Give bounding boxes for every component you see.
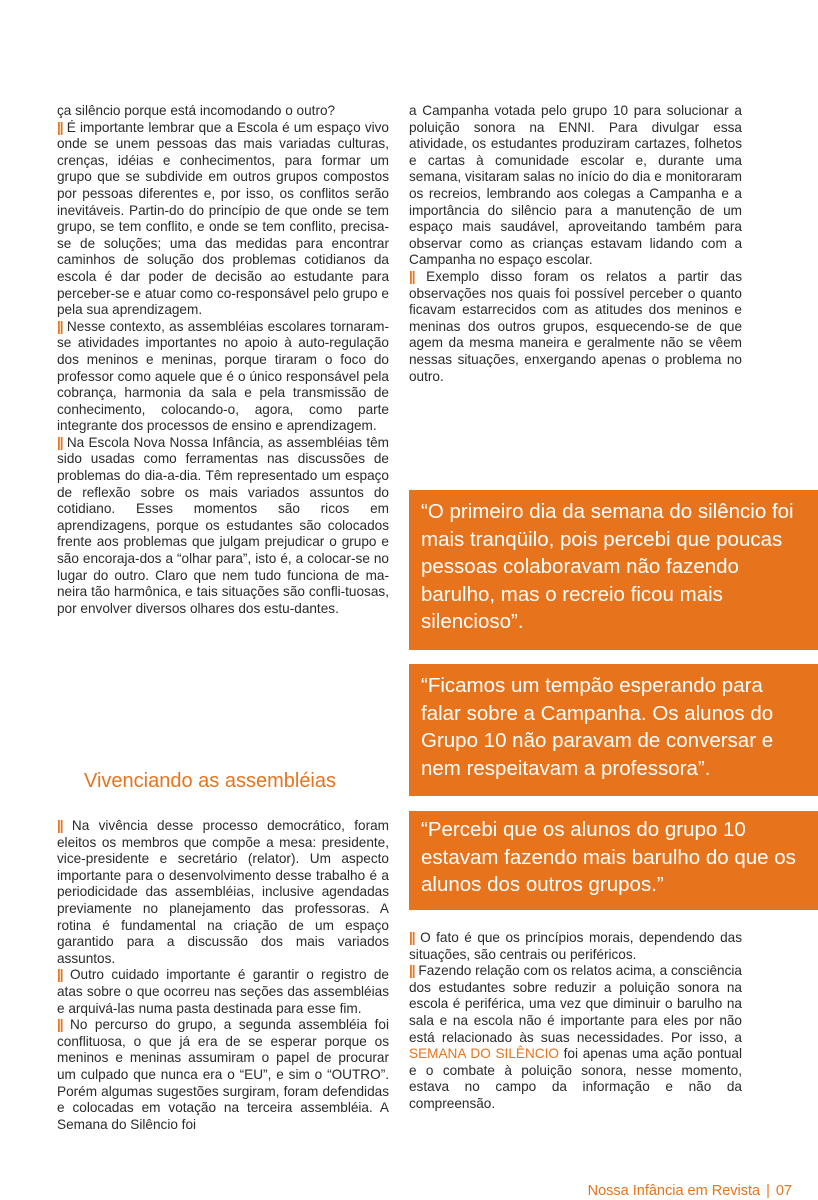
- section-heading: Vivenciando as assembléias: [84, 770, 337, 792]
- paragraph-text: Nesse contexto, as assembléias escolares tornaram-se atividades importantes no apoio à auto-regulação dos meninos e meninas, porque tiraram o foco do professor como aquele que é o único responsável pela cobrança, harmonia da sala e pela transmissão de conhecimento, colocando-o, agora, como parte integrante dos processos de ensino e aprendizagem.: [57, 318, 389, 434]
- paragraph-text: foi apenas uma ação pontual e o combate à poluição sonora, nesse momento, estava no campo da informação e não da compreensão.: [409, 1046, 742, 1111]
- paragraph-text: Na vivência desse processo democrático, foram eleitos os membros que compõe a mesa: presidente, vice-presidente e secretário (relator). Um aspecto importante para o desenvolvimento desse trabalho é a periodicidade das assembléias, inclusive agendadas previamente no planejamento das professoras. A rotina é fundamental na criação de um espaço garantido para a discussão dos mais variados assuntos.: [57, 818, 389, 966]
- paragraph: [409, 269, 742, 385]
- paragraph-marker: ||: [409, 963, 415, 979]
- left-column-top: [57, 103, 389, 617]
- paragraph: [57, 120, 389, 319]
- paragraph-text: Na Escola Nova Nossa Infância, as assembléias têm sido usadas como ferramentas nas discussões de problemas do dia-a-dia. Têm representado um espaço de reflexão sobre os mais variados assuntos do cotidiano. Esses momentos são ricos em aprendizagens, porque os estudantes são colocados frente aos problemas que julgam prejudicar o grupo e são encoraja-dos a “olhar para”, isto é, a colocar-se no lugar do outro. Claro que nem tudo funciona de ma-neira tão harmônica, e tais situações são confli-tuosas, por envolver diversos olhares dos estu-dantes.: [57, 434, 389, 616]
- left-column-bottom: [57, 818, 389, 1133]
- paragraph: [57, 1017, 389, 1133]
- paragraph: [57, 103, 389, 120]
- paragraph-text: O fato é que os princípios morais, dependendo das situações, são centrais ou periféricos.: [409, 930, 742, 962]
- paragraph-text: ça silêncio porque está incomodando o outro?: [57, 103, 336, 118]
- right-column-bottom: [409, 930, 742, 1113]
- paragraph-marker: ||: [57, 818, 63, 833]
- paragraph: [57, 319, 389, 435]
- paragraph: [409, 963, 742, 1112]
- paragraph: [57, 818, 389, 967]
- paragraph: [57, 967, 389, 1017]
- pull-quote: “Percebi que os alunos do grupo 10 estavam fazendo mais barulho do que os alunos dos outros grupos.”: [409, 811, 818, 910]
- paragraph-marker: ||: [57, 318, 63, 334]
- publication-title: Nossa Infância em Revista: [587, 1183, 761, 1199]
- paragraph-marker: ||: [57, 434, 63, 450]
- paragraph-marker: ||: [57, 119, 63, 135]
- paragraph-marker: ||: [57, 967, 63, 983]
- paragraph: [409, 103, 742, 269]
- paragraph: [409, 930, 742, 963]
- pull-quote: “Ficamos um tempão esperando para falar sobre a Campanha. Os alunos do Grupo 10 não paravam de conversar e nem respeitavam a professora”.: [409, 664, 818, 796]
- paragraph-text: É importante lembrar que a Escola é um espaço vivo onde se unem pessoas das mais variadas culturas, crenças, idéias e conhecimentos, para formar um grupo que se subdivide em outros grupos compostos por pessoas diferentes e, por isso, os conflitos serão inevitáveis. Partin-do do princípio de que onde se tem grupo, se tem conflito, e onde se tem conflito, precisa-se de soluções; uma das medidas para encontrar caminhos de solução dos problemas cotidianos da escola é dar poder de decisão ao estudante para perceber-se e atuar como co-responsável pelo grupo e pela sua aprendizagem.: [57, 119, 389, 318]
- pull-quote: “O primeiro dia da semana do silêncio foi mais tranqüilo, pois percebi que poucas pessoas colaboravam não fazendo barulho, mas o recreio ficou mais silencioso”.: [409, 490, 818, 650]
- paragraph-marker: ||: [409, 930, 415, 945]
- paragraph-text: a Campanha votada pelo grupo 10 para solucionar a poluição sonora na ENNI. Para divulgar essa atividade, os estudantes produziram cartazes, folhetos e cartas à comunidade escolar e, durante uma semana, visitaram salas no início do dia e monitoraram os recreios, lembrando aos colegas a Campanha e a importância do silêncio para a manutenção de um espaço mais saudável, aproveitando também para observar como as crianças estavam lidando com a Campanha no espaço escolar.: [409, 103, 742, 268]
- paragraph-text: Fazendo relação com os relatos acima, a consciência dos estudantes sobre reduzir a poluição sonora na escola é periférica, uma vez que diminuir o barulho na sala e na escola não é importante para eles por não está relacionado às suas necessidades. Por isso, a: [409, 963, 742, 1045]
- paragraph: [57, 435, 389, 618]
- paragraph-marker: ||: [409, 268, 415, 284]
- paragraph-text: No percurso do grupo, a segunda assembléia foi conflituosa, o que já era de se esperar porque os meninos e meninas assumiram o papel de procurar um culpado que nunca era o “EU”, e sim o “OUTRO”. Porém algumas sugestões surgiram, foram defendidas e colocadas em votação na terceira assembléia. A Semana do Silêncio foi: [57, 1017, 389, 1132]
- highlighted-term: SEMANA DO SILÊNCIO: [409, 1046, 559, 1062]
- footer-separator: |: [766, 1183, 770, 1199]
- paragraph-text: Exemplo disso foram os relatos a partir das observações nos quais foi possível perceber o quanto ficavam estarrecidos com as atitudes dos meninos e meninas dos outros grupos, esquecendo-se de que agem da mesma maneira e geralmente não se vêem nessas situações, enxergando apenas o problema no outro.: [409, 268, 742, 384]
- right-column-top: [409, 103, 742, 385]
- page-footer: [588, 1183, 792, 1199]
- paragraph-marker: ||: [57, 1017, 63, 1033]
- paragraph-text: Outro cuidado importante é garantir o registro de atas sobre o que ocorreu nas seções das assembléias e arquivá-las numa pasta destinada para esse fim.: [57, 967, 389, 1016]
- page-number: 07: [775, 1183, 792, 1199]
